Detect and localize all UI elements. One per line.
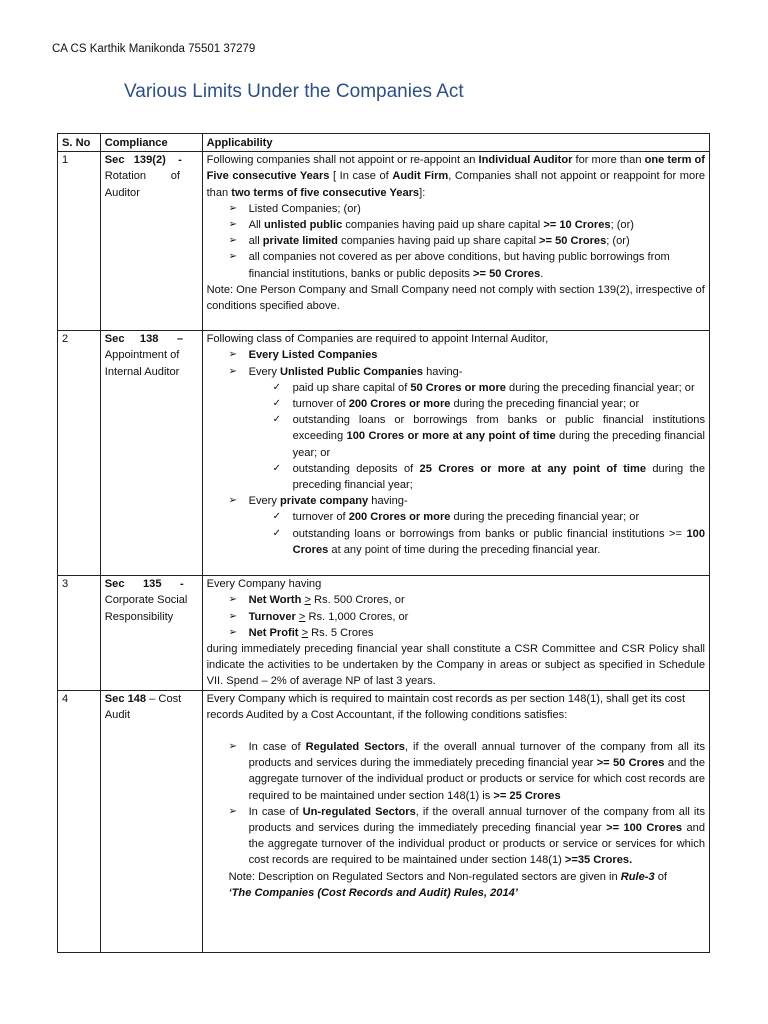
bullet-list (207, 347, 705, 558)
row-compliance (100, 690, 202, 952)
note-text: Note: Description on Regulated Sectors and Non-regulated sectors are given in Rule-3 of (228, 870, 668, 883)
section-label: Auditor (104, 186, 140, 199)
row-sno: 1 (58, 152, 101, 331)
row-applicability (202, 576, 709, 690)
section-label: Audit (104, 708, 131, 721)
list-item: ➢ Listed Companies; (or) (207, 201, 705, 217)
list-item: ➢ Every Listed Companies (207, 347, 705, 363)
section-label: Appointment of (104, 349, 180, 362)
list-item: ✓ turnover of 200 Crores or more during the preceding financial year; or (249, 509, 705, 525)
row-sno: 4 (58, 690, 101, 952)
row-applicability (202, 152, 709, 331)
section-ref: Sec 135 - (104, 578, 184, 591)
bullet-list (207, 739, 705, 869)
table-row (58, 331, 710, 576)
section-label: Corporate Social (104, 594, 188, 607)
section-label: Rotation of (104, 170, 180, 183)
blank-line (207, 723, 705, 739)
list-item: ➢ Every private company having- ✓ turnover of 200 Crores or more during the preceding financial year; or ✓ outstanding loans or borrowings from banks or public financial institutions >= 100 Crores at any point of time during the preceding financial year. (207, 493, 705, 558)
row-compliance (100, 576, 202, 690)
list-item: ➢ Every Unlisted Public Companies having- ✓ paid up share capital of 50 Crores or more during the preceding financial year; or ✓ turnover of 200 Crores or more during the preceding financial year; or ✓ outstanding loans or borrowings from banks or public financial institutions exceeding 100 Crores or more at any point of time during the preceding financial year; or ✓ outstanding deposits of 25 Crores or more at any point of time during the preceding financial year; (207, 364, 705, 494)
header-applicability: Applicability (202, 134, 709, 152)
row-applicability (202, 690, 709, 952)
check-list (249, 509, 705, 558)
note-text: Note: One Person Company and Small Company need not comply with section 139(2), irrespective of conditions specified above. (206, 283, 705, 313)
list-item: ➢ Net Profit > Rs. 5 Crores (207, 625, 705, 641)
check-list (249, 380, 705, 493)
author-contact-line: CA CS Karthik Manikonda 75501 37279 (52, 43, 256, 55)
section-label: Internal Auditor (104, 365, 180, 378)
list-item: ➢ Turnover > Rs. 1,000 Crores, or (207, 609, 705, 625)
row-sno: 3 (58, 576, 101, 690)
rules-title: ‘The Companies (Cost Records and Audit) Rules, 2014’ (228, 886, 518, 899)
list-item: ➢ all companies not covered as per above conditions, but having public borrowings from financial institutions, banks or public deposits >= 50 Crores. (207, 249, 705, 281)
table-row (58, 690, 710, 952)
paragraph: Every Company which is required to maintain cost records as per section 148(1), shall get its cost records Audited by a Cost Accountant, if the following conditions satisfies: (206, 692, 686, 721)
document-title: Various Limits Under the Companies Act (124, 81, 464, 102)
bullet-list (207, 592, 705, 641)
header-sno: S. No (58, 134, 101, 152)
bullet-list (207, 201, 705, 282)
paragraph: Every Company having (206, 578, 322, 591)
section-ref: Sec 138 – (104, 333, 184, 346)
paragraph: Following class of Companies are required to appoint Internal Auditor, (206, 333, 549, 346)
list-item: ➢ In case of Regulated Sectors, if the overall annual turnover of the company from all its products and services during the immediately preceding financial year >= 50 Crores and the aggregate turnover of the individual product or products or service for which cost records are required to be maintained under section 148(1) is >= 25 Crores (207, 739, 705, 804)
list-item: ➢ In case of Un-regulated Sectors, if the overall annual turnover of the company from all its products and services during the immediately preceding financial year >= 100 Crores and the aggregate turnover of the individual product or products or service or services for which cost records are required to be maintained under section 148(1) >=35 Crores. (207, 804, 705, 869)
list-item: ✓ outstanding deposits of 25 Crores or more at any point of time during the preceding financial year; (249, 461, 705, 493)
row-compliance (100, 331, 202, 576)
table-row (58, 152, 710, 331)
list-item: ✓ outstanding loans or borrowings from banks or public financial institutions >= 100 Crores at any point of time during the preceding financial year. (249, 526, 705, 558)
row-applicability (202, 331, 709, 576)
section-ref: Sec 148 – Cost (104, 692, 182, 705)
list-item: ✓ paid up share capital of 50 Crores or more during the preceding financial year; or (249, 380, 705, 396)
row-compliance (100, 152, 202, 331)
table-header-row (58, 134, 710, 152)
row-sno: 2 (58, 331, 101, 576)
list-item: ➢ Net Worth > Rs. 500 Crores, or (207, 592, 705, 608)
list-item: ➢ All unlisted public companies having paid up share capital >= 10 Crores; (or) (207, 217, 705, 233)
limits-table (57, 133, 710, 953)
list-item: ✓ turnover of 200 Crores or more during the preceding financial year; or (249, 396, 705, 412)
header-compliance: Compliance (100, 134, 202, 152)
section-ref: Sec 139(2) - (104, 154, 182, 167)
table-row (58, 576, 710, 690)
section-label: Responsibility (104, 610, 174, 623)
list-item: ✓ outstanding loans or borrowings from banks or public financial institutions exceeding 100 Crores or more at any point of time during the preceding financial year; or (249, 412, 705, 461)
paragraph: Following companies shall not appoint or re-appoint an Individual Auditor for more than one term of Five consecutive Years [ In case of Audit Firm, Companies shall not appoint or reappoint for more than two terms of five consecutive Years]: (206, 154, 705, 199)
list-item: ➢ all private limited companies having paid up share capital >= 50 Crores; (or) (207, 233, 705, 249)
paragraph: during immediately preceding financial year shall constitute a CSR Committee and CSR Policy shall indicate the activities to be undertaken by the Company in areas or subject as specified in Schedule VII. Spend – 2% of average NP of last 3 years. (206, 643, 705, 688)
